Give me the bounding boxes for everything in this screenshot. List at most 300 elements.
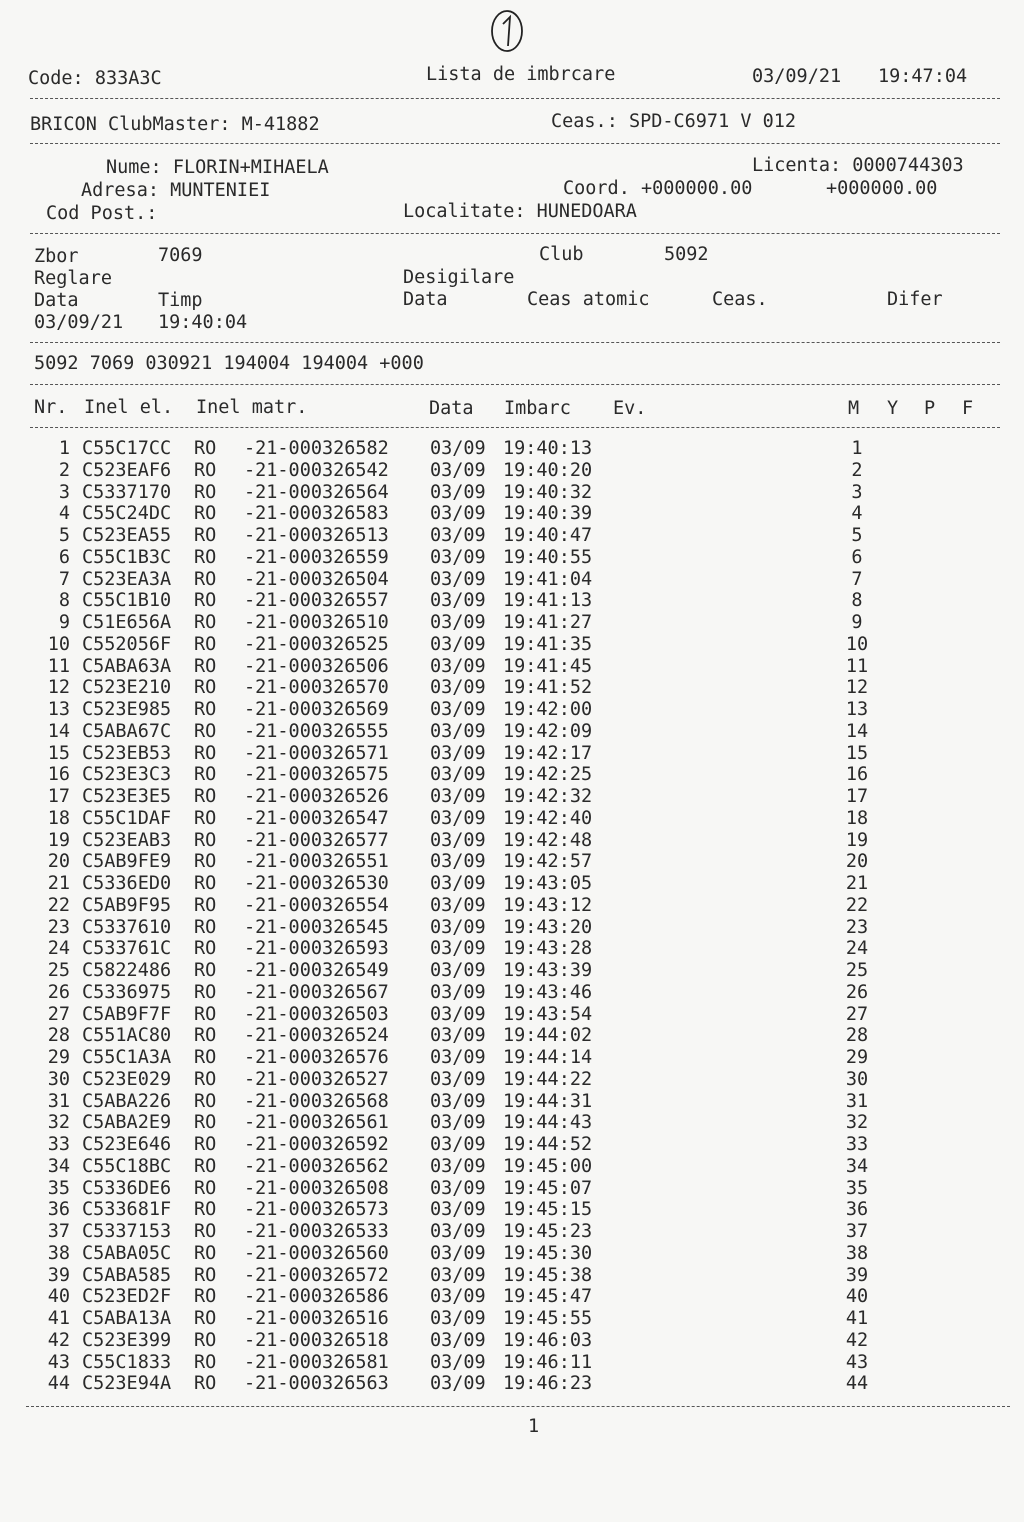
- country-code: RO: [194, 829, 217, 851]
- owner-address: Adresa: MUNTENIEI: [81, 180, 271, 201]
- arrival-date: 03/09: [430, 1373, 486, 1395]
- arrival-time: 19:41:35: [503, 633, 593, 655]
- arrival-time: 19:44:52: [503, 1134, 593, 1155]
- table-row: [0, 982, 1024, 1004]
- summary-line: 5092 7069 030921 194004 194004 +000: [34, 353, 424, 374]
- arrival-time: 19:43:20: [503, 916, 593, 938]
- row-number: 15: [47, 742, 70, 764]
- rank-m: 24: [845, 938, 869, 960]
- table-row: [0, 721, 1024, 743]
- arrival-date: 03/09: [430, 873, 486, 894]
- ring-registration: -21-000326573: [244, 1199, 389, 1221]
- arrival-time: 19:41:13: [503, 590, 593, 612]
- rank-m: 16: [845, 764, 869, 786]
- row-number: 10: [47, 633, 70, 655]
- arrival-date: 03/09: [430, 633, 486, 655]
- rank-m: 9: [851, 612, 863, 633]
- row-number: 8: [58, 590, 70, 612]
- row-number: 22: [47, 894, 70, 916]
- row-number: 34: [47, 1155, 70, 1177]
- table-row: [0, 1352, 1024, 1374]
- row-number: 14: [47, 720, 70, 742]
- ring-registration: -21-000326568: [244, 1090, 389, 1112]
- arrival-time: 19:43:28: [503, 938, 593, 960]
- arrival-time: 19:45:07: [503, 1177, 593, 1199]
- row-number: 25: [47, 960, 70, 981]
- rank-m: 21: [845, 873, 869, 894]
- country-code: RO: [194, 546, 217, 568]
- country-code: RO: [194, 894, 217, 916]
- country-code: RO: [194, 938, 217, 960]
- row-number: 27: [47, 1003, 70, 1025]
- arrival-date: 03/09: [430, 742, 486, 764]
- electronic-ring: C551AC80: [82, 1025, 172, 1047]
- row-number: 7: [58, 568, 70, 590]
- arrival-time: 19:43:05: [503, 873, 593, 894]
- country-code: RO: [194, 1221, 217, 1242]
- row-number: 26: [47, 981, 70, 1003]
- ring-registration: -21-000326561: [244, 1112, 389, 1134]
- arrival-date: 03/09: [430, 1351, 486, 1373]
- country-code: RO: [194, 438, 217, 459]
- country-code: RO: [194, 677, 217, 699]
- ring-registration: -21-000326506: [244, 655, 389, 677]
- rank-m: 17: [845, 786, 869, 807]
- arrival-date: 03/09: [430, 1112, 486, 1134]
- table-row: [0, 743, 1024, 765]
- row-number: 1: [58, 438, 70, 459]
- col-header-p: P: [924, 398, 936, 419]
- rank-m: 19: [845, 829, 869, 851]
- arrival-date: 03/09: [430, 655, 486, 677]
- row-number: 37: [47, 1221, 70, 1242]
- table-row: [0, 1156, 1024, 1178]
- divider: [30, 342, 1000, 343]
- col-header-m: M: [848, 398, 860, 419]
- owner-name: Nume: FLORIN+MIHAELA: [106, 157, 329, 178]
- club-value: 5092: [664, 244, 709, 265]
- table-row: [0, 1069, 1024, 1091]
- arrival-time: 19:45:00: [503, 1155, 593, 1177]
- table-row: [0, 438, 1024, 460]
- country-code: RO: [194, 612, 217, 633]
- arrival-time: 19:42:57: [503, 851, 593, 873]
- rank-m: 7: [851, 568, 863, 590]
- country-code: RO: [194, 807, 217, 829]
- arrival-time: 19:44:14: [503, 1047, 593, 1068]
- electronic-ring: C552056F: [82, 633, 172, 655]
- data-label: Data: [34, 290, 79, 311]
- rank-m: 3: [851, 481, 863, 503]
- electronic-ring: C5AB9F7F: [82, 1003, 172, 1025]
- zbor-label: Zbor: [34, 246, 79, 267]
- handwritten-page-mark: [484, 4, 530, 56]
- ring-registration: -21-000326525: [244, 633, 389, 655]
- ring-registration: -21-000326555: [244, 720, 389, 742]
- electronic-ring: C5ABA63A: [82, 655, 172, 677]
- ring-registration: -21-000326583: [244, 503, 389, 525]
- postal-code: Cod Post.:: [46, 203, 158, 224]
- electronic-ring: C523E646: [82, 1134, 172, 1155]
- rank-m: 11: [845, 655, 869, 677]
- ring-registration: -21-000326503: [244, 1003, 389, 1025]
- row-number: 43: [47, 1351, 70, 1373]
- electronic-ring: C5AB9F95: [82, 894, 172, 916]
- ring-registration: -21-000326516: [244, 1308, 389, 1329]
- electronic-ring: C523E3C3: [82, 764, 172, 786]
- rank-m: 5: [851, 525, 863, 546]
- locality: Localitate: HUNEDOARA: [403, 201, 637, 222]
- country-code: RO: [194, 764, 217, 786]
- table-row: [0, 873, 1024, 895]
- ring-registration: -21-000326567: [244, 981, 389, 1003]
- row-number: 30: [47, 1068, 70, 1090]
- ring-registration: -21-000326575: [244, 764, 389, 786]
- ring-registration: -21-000326577: [244, 829, 389, 851]
- ring-registration: -21-000326508: [244, 1177, 389, 1199]
- table-row: [0, 503, 1024, 525]
- clock-id: Ceas.: SPD-C6971 V 012: [551, 111, 797, 132]
- country-code: RO: [194, 1025, 217, 1047]
- col-header-inel-el: Inel el.: [84, 397, 174, 418]
- arrival-time: 19:43:12: [503, 894, 593, 916]
- data2-label: Data: [403, 289, 448, 310]
- electronic-ring: C5337153: [82, 1221, 172, 1242]
- electronic-ring: C5336DE6: [82, 1177, 172, 1199]
- arrival-time: 19:40:39: [503, 503, 593, 525]
- coordinates-2: +000000.00: [826, 178, 938, 199]
- rank-m: 41: [845, 1308, 869, 1329]
- arrival-time: 19:44:22: [503, 1068, 593, 1090]
- table-row: [0, 590, 1024, 612]
- ring-registration: -21-000326524: [244, 1025, 389, 1047]
- row-number: 39: [47, 1264, 70, 1286]
- ring-registration: -21-000326563: [244, 1373, 389, 1395]
- page-number: 1: [528, 1416, 540, 1437]
- electronic-ring: C5336ED0: [82, 873, 172, 894]
- country-code: RO: [194, 1242, 217, 1264]
- rank-m: 40: [845, 1286, 869, 1308]
- table-row: [0, 1112, 1024, 1134]
- table-row: [0, 1091, 1024, 1113]
- country-code: RO: [194, 481, 217, 503]
- table-row: [0, 1025, 1024, 1047]
- row-number: 44: [47, 1373, 70, 1395]
- country-code: RO: [194, 1329, 217, 1351]
- table-row: [0, 917, 1024, 939]
- country-code: RO: [194, 1112, 217, 1134]
- document-code: Code: 833A3C: [28, 68, 162, 89]
- table-row: [0, 895, 1024, 917]
- country-code: RO: [194, 525, 217, 546]
- arrival-date: 03/09: [430, 612, 486, 633]
- row-number: 38: [47, 1242, 70, 1264]
- electronic-ring: C523E94A: [82, 1373, 172, 1395]
- row-number: 16: [47, 764, 70, 786]
- electronic-ring: C533681F: [82, 1199, 172, 1221]
- table-row: [0, 1134, 1024, 1156]
- rank-m: 8: [851, 590, 863, 612]
- row-number: 23: [47, 916, 70, 938]
- divider: [26, 1406, 1010, 1407]
- clubmaster-id: BRICON ClubMaster: M-41882: [30, 114, 320, 135]
- rank-m: 14: [845, 720, 869, 742]
- print-date: 03/09/21: [752, 66, 842, 87]
- arrival-date: 03/09: [430, 677, 486, 699]
- coordinates-1: Coord. +000000.00: [563, 178, 753, 199]
- arrival-date: 03/09: [430, 1199, 486, 1221]
- arrival-date: 03/09: [430, 699, 486, 720]
- table-row: [0, 677, 1024, 699]
- country-code: RO: [194, 590, 217, 612]
- arrival-date: 03/09: [430, 1003, 486, 1025]
- rank-m: 1: [851, 438, 863, 459]
- divider: [30, 384, 1000, 385]
- electronic-ring: C5ABA67C: [82, 720, 172, 742]
- arrival-date: 03/09: [430, 459, 486, 481]
- table-row: [0, 482, 1024, 504]
- ring-registration: -21-000326569: [244, 699, 389, 720]
- rank-m: 25: [845, 960, 869, 981]
- rank-m: 26: [845, 981, 869, 1003]
- ring-registration: -21-000326549: [244, 960, 389, 981]
- arrival-date: 03/09: [430, 1177, 486, 1199]
- table-row: [0, 830, 1024, 852]
- ring-registration: -21-000326533: [244, 1221, 389, 1242]
- ring-registration: -21-000326526: [244, 786, 389, 807]
- arrival-date: 03/09: [430, 1264, 486, 1286]
- country-code: RO: [194, 633, 217, 655]
- row-number: 24: [47, 938, 70, 960]
- table-row: [0, 1199, 1024, 1221]
- electronic-ring: C5ABA13A: [82, 1308, 172, 1329]
- electronic-ring: C55C1833: [82, 1351, 172, 1373]
- col-header-y: Y: [887, 398, 899, 419]
- ring-registration: -21-000326518: [244, 1329, 389, 1351]
- ring-registration: -21-000326513: [244, 525, 389, 546]
- table-row: [0, 525, 1024, 547]
- country-code: RO: [194, 1003, 217, 1025]
- ring-registration: -21-000326582: [244, 438, 389, 459]
- rank-m: 28: [845, 1025, 869, 1047]
- rank-m: 31: [845, 1090, 869, 1112]
- rank-m: 38: [845, 1242, 869, 1264]
- country-code: RO: [194, 1177, 217, 1199]
- country-code: RO: [194, 1155, 217, 1177]
- electronic-ring: C5ABA226: [82, 1090, 172, 1112]
- country-code: RO: [194, 720, 217, 742]
- row-number: 21: [47, 873, 70, 894]
- ring-registration: -21-000326551: [244, 851, 389, 873]
- electronic-ring: C55C1A3A: [82, 1047, 172, 1068]
- divider: [30, 98, 1000, 99]
- arrival-time: 19:40:13: [503, 438, 593, 459]
- arrival-time: 19:42:25: [503, 764, 593, 786]
- table-row: [0, 808, 1024, 830]
- ring-registration: -21-000326559: [244, 546, 389, 568]
- reglare-date: 03/09/21: [34, 312, 124, 333]
- arrival-date: 03/09: [430, 481, 486, 503]
- arrival-date: 03/09: [430, 829, 486, 851]
- row-number: 4: [58, 503, 70, 525]
- arrival-date: 03/09: [430, 1329, 486, 1351]
- table-row: [0, 1047, 1024, 1069]
- row-number: 17: [47, 786, 70, 807]
- table-row: [0, 460, 1024, 482]
- table-row: [0, 699, 1024, 721]
- rank-m: 44: [845, 1373, 869, 1395]
- country-code: RO: [194, 981, 217, 1003]
- arrival-table-body: [0, 438, 1024, 1395]
- arrival-time: 19:45:30: [503, 1242, 593, 1264]
- divider: [30, 233, 1000, 234]
- electronic-ring: C5ABA2E9: [82, 1112, 172, 1134]
- arrival-time: 19:43:39: [503, 960, 593, 981]
- arrival-time: 19:42:09: [503, 720, 593, 742]
- divider: [30, 143, 1000, 144]
- arrival-date: 03/09: [430, 1155, 486, 1177]
- table-row: [0, 1221, 1024, 1243]
- arrival-date: 03/09: [430, 786, 486, 807]
- rank-m: 32: [845, 1112, 869, 1134]
- arrival-time: 19:45:47: [503, 1286, 593, 1308]
- arrival-time: 19:46:03: [503, 1329, 593, 1351]
- rank-m: 34: [845, 1155, 869, 1177]
- arrival-date: 03/09: [430, 981, 486, 1003]
- col-header-imbarc: Imbarc: [504, 398, 571, 419]
- row-number: 3: [58, 481, 70, 503]
- arrival-time: 19:44:43: [503, 1112, 593, 1134]
- country-code: RO: [194, 1351, 217, 1373]
- arrival-time: 19:46:11: [503, 1351, 593, 1373]
- table-row: [0, 1330, 1024, 1352]
- electronic-ring: C55C18BC: [82, 1155, 172, 1177]
- zbor-value: 7069: [158, 245, 203, 266]
- table-row: [0, 938, 1024, 960]
- arrival-date: 03/09: [430, 1134, 486, 1155]
- country-code: RO: [194, 503, 217, 525]
- arrival-time: 19:41:45: [503, 655, 593, 677]
- arrival-time: 19:42:48: [503, 829, 593, 851]
- rank-m: 20: [845, 851, 869, 873]
- electronic-ring: C523EB53: [82, 742, 172, 764]
- arrival-date: 03/09: [430, 938, 486, 960]
- col-header-inel-matr: Inel matr.: [196, 397, 308, 418]
- country-code: RO: [194, 916, 217, 938]
- arrival-time: 19:42:32: [503, 786, 593, 807]
- country-code: RO: [194, 742, 217, 764]
- table-row: [0, 1243, 1024, 1265]
- electronic-ring: C5ABA05C: [82, 1242, 172, 1264]
- ring-registration: -21-000326570: [244, 677, 389, 699]
- timp-label: Timp: [158, 290, 203, 311]
- rank-m: 43: [845, 1351, 869, 1373]
- arrival-time: 19:44:31: [503, 1090, 593, 1112]
- arrival-date: 03/09: [430, 438, 486, 459]
- row-number: 33: [47, 1134, 70, 1155]
- arrival-time: 19:40:55: [503, 546, 593, 568]
- row-number: 9: [58, 612, 70, 633]
- arrival-date: 03/09: [430, 590, 486, 612]
- electronic-ring: C523E210: [82, 677, 172, 699]
- ring-registration: -21-000326510: [244, 612, 389, 633]
- country-code: RO: [194, 1373, 217, 1395]
- arrival-date: 03/09: [430, 1242, 486, 1264]
- ring-registration: -21-000326571: [244, 742, 389, 764]
- difer-label: Difer: [887, 289, 943, 310]
- row-number: 42: [47, 1329, 70, 1351]
- row-number: 29: [47, 1047, 70, 1068]
- rank-m: 23: [845, 916, 869, 938]
- arrival-time: 19:40:32: [503, 481, 593, 503]
- row-number: 12: [47, 677, 70, 699]
- arrival-date: 03/09: [430, 894, 486, 916]
- electronic-ring: C523E029: [82, 1068, 172, 1090]
- electronic-ring: C523EAB3: [82, 829, 172, 851]
- row-number: 31: [47, 1090, 70, 1112]
- rank-m: 10: [845, 633, 869, 655]
- ring-registration: -21-000326545: [244, 916, 389, 938]
- arrival-date: 03/09: [430, 916, 486, 938]
- rank-m: 12: [845, 677, 869, 699]
- rank-m: 13: [845, 699, 869, 720]
- arrival-date: 03/09: [430, 1221, 486, 1242]
- row-number: 41: [47, 1308, 70, 1329]
- electronic-ring: C533761C: [82, 938, 172, 960]
- country-code: RO: [194, 699, 217, 720]
- ceas-label: Ceas.: [712, 289, 768, 310]
- country-code: RO: [194, 1047, 217, 1068]
- country-code: RO: [194, 960, 217, 981]
- table-row: [0, 612, 1024, 634]
- arrival-date: 03/09: [430, 1047, 486, 1068]
- electronic-ring: C523EA3A: [82, 568, 172, 590]
- document-title: Lista de imbrcare: [426, 64, 616, 85]
- row-number: 40: [47, 1286, 70, 1308]
- ring-registration: -21-000326527: [244, 1068, 389, 1090]
- table-row: [0, 569, 1024, 591]
- table-row: [0, 1178, 1024, 1200]
- arrival-date: 03/09: [430, 525, 486, 546]
- rank-m: 36: [845, 1199, 869, 1221]
- ring-registration: -21-000326562: [244, 1155, 389, 1177]
- rank-m: 27: [845, 1003, 869, 1025]
- table-row: [0, 634, 1024, 656]
- electronic-ring: C5ABA585: [82, 1264, 172, 1286]
- country-code: RO: [194, 786, 217, 807]
- electronic-ring: C523E985: [82, 699, 172, 720]
- row-number: 20: [47, 851, 70, 873]
- arrival-date: 03/09: [430, 546, 486, 568]
- electronic-ring: C55C1B10: [82, 590, 172, 612]
- ring-registration: -21-000326581: [244, 1351, 389, 1373]
- divider: [30, 427, 1000, 428]
- arrival-time: 19:45:55: [503, 1308, 593, 1329]
- table-row: [0, 764, 1024, 786]
- ring-registration: -21-000326572: [244, 1264, 389, 1286]
- club-label: Club: [539, 244, 584, 265]
- col-header-nr: Nr.: [34, 397, 68, 418]
- rank-m: 18: [845, 807, 869, 829]
- ceas-atomic-label: Ceas atomic: [527, 289, 650, 310]
- row-number: 28: [47, 1025, 70, 1047]
- electronic-ring: C55C24DC: [82, 503, 172, 525]
- arrival-time: 19:42:40: [503, 807, 593, 829]
- country-code: RO: [194, 655, 217, 677]
- ring-registration: -21-000326586: [244, 1286, 389, 1308]
- electronic-ring: C523E399: [82, 1329, 172, 1351]
- rank-m: 33: [845, 1134, 869, 1155]
